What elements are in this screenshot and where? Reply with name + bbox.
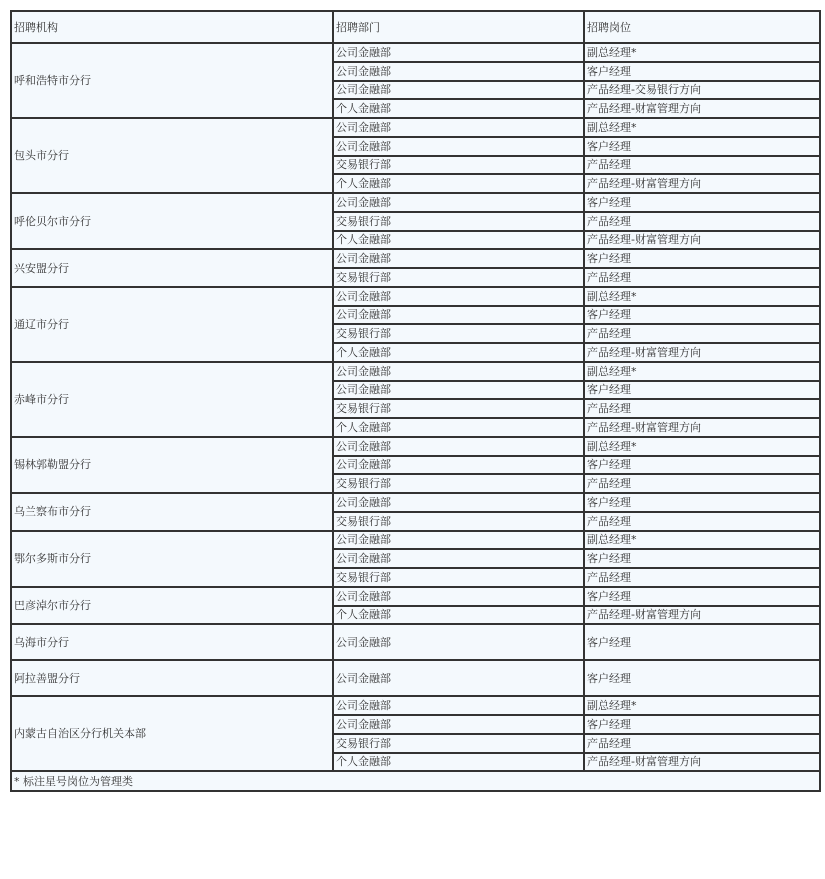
department-cell: 交易银行部 <box>333 734 584 753</box>
table-body <box>11 11 820 791</box>
department-cell: 公司金融部 <box>333 43 584 62</box>
position-cell: 产品经理 <box>584 324 820 343</box>
department-cell: 交易银行部 <box>333 268 584 287</box>
table-row <box>11 362 820 381</box>
table-row <box>11 43 820 62</box>
position-cell: 副总经理* <box>584 287 820 306</box>
department-cell: 交易银行部 <box>333 399 584 418</box>
position-cell: 产品经理-财富管理方向 <box>584 753 820 772</box>
position-cell: 客户经理 <box>584 381 820 400</box>
position-cell: 产品经理 <box>584 268 820 287</box>
position-cell: 客户经理 <box>584 249 820 268</box>
position-cell: 副总经理* <box>584 43 820 62</box>
org-cell: 呼和浩特市分行 <box>11 43 333 118</box>
department-cell: 公司金融部 <box>333 306 584 325</box>
table-row <box>11 660 820 696</box>
department-cell: 公司金融部 <box>333 437 584 456</box>
table-row <box>11 193 820 212</box>
department-cell: 公司金融部 <box>333 549 584 568</box>
position-cell: 产品经理-财富管理方向 <box>584 606 820 625</box>
position-cell: 产品经理 <box>584 474 820 493</box>
department-cell: 公司金融部 <box>333 624 584 660</box>
department-cell: 公司金融部 <box>333 62 584 81</box>
table-row <box>11 249 820 268</box>
table-row <box>11 587 820 606</box>
position-cell: 产品经理 <box>584 568 820 587</box>
department-cell: 交易银行部 <box>333 474 584 493</box>
department-cell: 公司金融部 <box>333 381 584 400</box>
position-cell: 客户经理 <box>584 624 820 660</box>
position-cell: 客户经理 <box>584 306 820 325</box>
position-cell: 产品经理 <box>584 734 820 753</box>
department-cell: 交易银行部 <box>333 156 584 175</box>
department-cell: 交易银行部 <box>333 324 584 343</box>
org-cell: 兴安盟分行 <box>11 249 333 287</box>
department-cell: 公司金融部 <box>333 587 584 606</box>
org-cell: 阿拉善盟分行 <box>11 660 333 696</box>
department-cell: 公司金融部 <box>333 193 584 212</box>
table-row <box>11 531 820 550</box>
department-cell: 公司金融部 <box>333 249 584 268</box>
department-cell: 公司金融部 <box>333 287 584 306</box>
table-header-row <box>11 11 820 43</box>
position-cell: 产品经理-财富管理方向 <box>584 231 820 250</box>
position-cell: 客户经理 <box>584 62 820 81</box>
position-cell: 产品经理 <box>584 512 820 531</box>
department-cell: 个人金融部 <box>333 174 584 193</box>
department-cell: 公司金融部 <box>333 715 584 734</box>
header-position: 招聘岗位 <box>584 11 820 43</box>
department-cell: 公司金融部 <box>333 456 584 475</box>
table-row <box>11 287 820 306</box>
table-row <box>11 696 820 715</box>
org-cell: 乌兰察布市分行 <box>11 493 333 531</box>
position-cell: 客户经理 <box>584 587 820 606</box>
position-cell: 副总经理* <box>584 696 820 715</box>
org-cell: 呼伦贝尔市分行 <box>11 193 333 249</box>
department-cell: 公司金融部 <box>333 531 584 550</box>
department-cell: 个人金融部 <box>333 753 584 772</box>
department-cell: 个人金融部 <box>333 99 584 118</box>
position-cell: 产品经理-交易银行方向 <box>584 81 820 100</box>
department-cell: 个人金融部 <box>333 343 584 362</box>
department-cell: 公司金融部 <box>333 493 584 512</box>
position-cell: 客户经理 <box>584 137 820 156</box>
org-cell: 鄂尔多斯市分行 <box>11 531 333 587</box>
position-cell: 产品经理-财富管理方向 <box>584 99 820 118</box>
department-cell: 个人金融部 <box>333 606 584 625</box>
department-cell: 公司金融部 <box>333 696 584 715</box>
position-cell: 客户经理 <box>584 715 820 734</box>
table-row <box>11 437 820 456</box>
org-cell: 赤峰市分行 <box>11 362 333 437</box>
position-cell: 客户经理 <box>584 549 820 568</box>
position-cell: 客户经理 <box>584 493 820 512</box>
footnote: * 标注星号岗位为管理类 <box>11 771 820 791</box>
header-org: 招聘机构 <box>11 11 333 43</box>
department-cell: 个人金融部 <box>333 231 584 250</box>
department-cell: 公司金融部 <box>333 118 584 137</box>
table-row <box>11 118 820 137</box>
position-cell: 产品经理 <box>584 156 820 175</box>
org-cell: 通辽市分行 <box>11 287 333 362</box>
department-cell: 交易银行部 <box>333 212 584 231</box>
recruitment-table <box>10 10 821 792</box>
org-cell: 内蒙古自治区分行机关本部 <box>11 696 333 771</box>
position-cell: 客户经理 <box>584 456 820 475</box>
department-cell: 公司金融部 <box>333 362 584 381</box>
org-cell: 乌海市分行 <box>11 624 333 660</box>
position-cell: 产品经理 <box>584 212 820 231</box>
position-cell: 副总经理* <box>584 437 820 456</box>
department-cell: 公司金融部 <box>333 81 584 100</box>
table-row <box>11 624 820 660</box>
org-cell: 锡林郭勒盟分行 <box>11 437 333 493</box>
org-cell: 包头市分行 <box>11 118 333 193</box>
footnote-row <box>11 771 820 791</box>
position-cell: 产品经理 <box>584 399 820 418</box>
department-cell: 交易银行部 <box>333 512 584 531</box>
department-cell: 公司金融部 <box>333 137 584 156</box>
position-cell: 产品经理-财富管理方向 <box>584 343 820 362</box>
position-cell: 副总经理* <box>584 362 820 381</box>
position-cell: 产品经理-财富管理方向 <box>584 174 820 193</box>
position-cell: 客户经理 <box>584 660 820 696</box>
table-row <box>11 493 820 512</box>
department-cell: 交易银行部 <box>333 568 584 587</box>
department-cell: 个人金融部 <box>333 418 584 437</box>
department-cell: 公司金融部 <box>333 660 584 696</box>
position-cell: 副总经理* <box>584 531 820 550</box>
position-cell: 产品经理-财富管理方向 <box>584 418 820 437</box>
header-department: 招聘部门 <box>333 11 584 43</box>
position-cell: 客户经理 <box>584 193 820 212</box>
org-cell: 巴彦淖尔市分行 <box>11 587 333 625</box>
position-cell: 副总经理* <box>584 118 820 137</box>
